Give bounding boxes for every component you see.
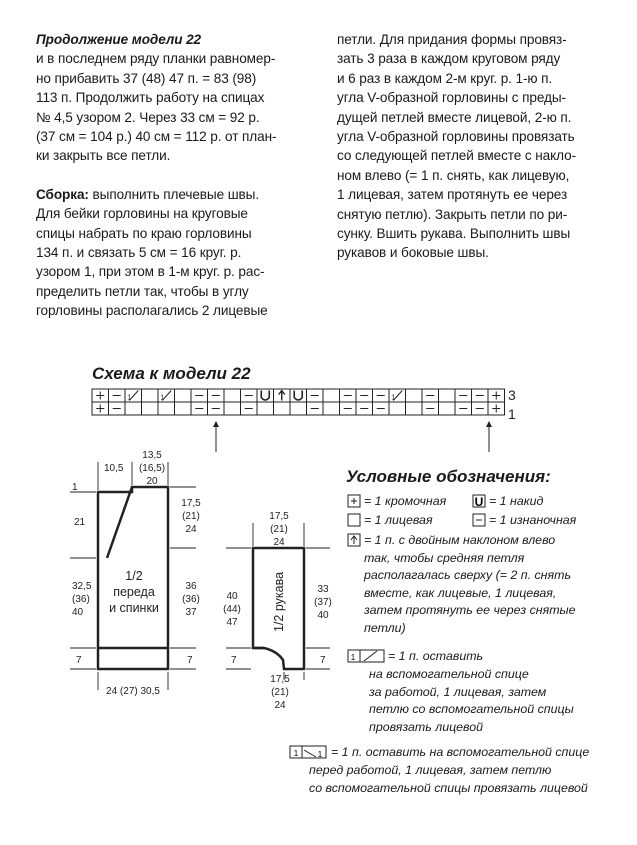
paragraph-line: пределить петли так, чтобы в углу bbox=[36, 283, 249, 299]
dim-right-7: 7 bbox=[187, 655, 193, 666]
legend-edge: = 1 кромочная bbox=[364, 494, 447, 508]
legend-cross-back-cont bbox=[369, 666, 574, 736]
dim-bottom: 24 (27) 30,5 bbox=[106, 686, 160, 697]
sleeve-dim-bottom-a: 17,5 bbox=[270, 674, 290, 685]
paragraph-line: (37 см = 104 р.) 40 см = 112 р. от план- bbox=[36, 129, 277, 145]
dim-left-7: 7 bbox=[76, 655, 82, 666]
knitting-chart bbox=[92, 389, 505, 415]
svg-text:1: 1 bbox=[127, 394, 132, 402]
paragraph-line: Для бейки горловины на круговые bbox=[36, 206, 248, 222]
paragraph-line: снятую петлю). Закрыть петли по ри- bbox=[337, 206, 568, 222]
sleeve-dim-left-a: 40 bbox=[226, 591, 238, 602]
sleeve-dim-right-7: 7 bbox=[320, 655, 326, 666]
cross-front-digit-2: 1 bbox=[317, 750, 323, 759]
paragraph-line: 1 лицевая, затем протянуть ее через bbox=[337, 187, 568, 203]
dim-left-1: 1 bbox=[72, 482, 78, 493]
dim-right-mid-c: 37 bbox=[185, 607, 197, 618]
paragraph-line: угла V-образной горловины с преды- bbox=[337, 90, 566, 106]
legend-purl: = 1 изнаночная bbox=[489, 513, 577, 527]
legend-cross-front bbox=[331, 744, 589, 762]
sleeve-dim-top-a: 17,5 bbox=[269, 511, 289, 522]
dim-left-a: 32,5 bbox=[72, 581, 92, 592]
dim-right-top-c: 24 bbox=[185, 524, 197, 535]
legend-line: = 1 п. оставить bbox=[388, 649, 484, 663]
legend-line: провязать лицевой bbox=[369, 719, 484, 734]
legend-double-decrease bbox=[364, 532, 576, 638]
sleeve-dim-left-c: 47 bbox=[226, 617, 238, 628]
cross-front-digit: 1 bbox=[293, 749, 299, 758]
dim-left-c: 40 bbox=[72, 607, 84, 618]
sleeve-dim-right-c: 40 bbox=[317, 610, 329, 621]
paragraph-line: № 4,5 узором 2. Через 33 см = 92 р. bbox=[36, 109, 260, 125]
svg-text:1: 1 bbox=[160, 394, 165, 402]
row-label-1: 1 bbox=[508, 406, 516, 422]
legend-line: на вспомогательной спице bbox=[369, 667, 529, 681]
sleeve-dim-top-c: 24 bbox=[273, 537, 285, 548]
chart-title: Схема к модели 22 bbox=[92, 364, 251, 383]
assembly-text: выполнить плечевые швы. bbox=[88, 186, 260, 202]
paragraph-line: 134 п. и связать 5 см = 16 круг. р. bbox=[36, 245, 242, 261]
dim-right-mid-a: 36 bbox=[185, 581, 197, 592]
legend-line: со вспомогательной спицы провязать лицевой bbox=[309, 780, 588, 795]
knit-symbol bbox=[348, 514, 360, 526]
sleeve-dim-top-b: (21) bbox=[270, 524, 288, 535]
dim-right-top-b: (21) bbox=[182, 511, 200, 522]
body-label-3: и спинки bbox=[109, 601, 159, 615]
legend-line: затем протянуть ее через снятые bbox=[364, 603, 576, 618]
sleeve-dim-bottom-b: (21) bbox=[271, 687, 289, 698]
paragraph-line: дущей петлей вместе лицевой, 2-ю п. bbox=[337, 109, 572, 125]
paragraph-line: но прибавить 37 (48) 47 п. = 83 (98) bbox=[36, 70, 257, 86]
legend-line: вместе, как лицевые, 1 лицевая, bbox=[364, 585, 557, 600]
dim-right-mid-b: (36) bbox=[182, 594, 200, 605]
legend-line: = 1 п. с двойным наклоном влево bbox=[364, 533, 556, 547]
paragraph-line: и 6 раз в каждом 2-м круг. р. 1-ю п. bbox=[337, 70, 553, 86]
assembly-label: Сборка: bbox=[36, 186, 89, 202]
legend-yarn-over: = 1 накид bbox=[489, 494, 544, 508]
row-label-3: 3 bbox=[508, 387, 516, 403]
sleeve-dim-left-7: 7 bbox=[231, 655, 237, 666]
dim-top-mid-3: 20 bbox=[146, 476, 158, 487]
dim-top-mid-1: 13,5 bbox=[142, 450, 162, 461]
dim-top-mid-2: (16,5) bbox=[138, 463, 166, 474]
legend-cross-back bbox=[388, 648, 483, 666]
legend-line: за работой, 1 лицевая, затем bbox=[369, 684, 547, 699]
sleeve-dim-left-b: (44) bbox=[223, 604, 241, 615]
paragraph-line: сунку. Вшить рукава. Выполнить швы bbox=[337, 226, 571, 242]
legend-cross-front-cont bbox=[309, 762, 588, 797]
legend-line: петли) bbox=[364, 620, 406, 635]
dim-left-21: 21 bbox=[74, 517, 86, 528]
svg-text:1: 1 bbox=[391, 394, 396, 402]
paragraph-line: спицы набрать по краю горловины bbox=[36, 225, 252, 241]
legend-line: располагалась сверху (= 2 п. снять bbox=[364, 568, 571, 583]
paragraph-line: петли. Для придания формы провяз- bbox=[337, 32, 567, 47]
dim-right-top-a: 17,5 bbox=[181, 498, 201, 509]
paragraph-line: горловины располагались 2 лицевые bbox=[36, 303, 268, 319]
paragraph-line: со следующей петлей вместе с накло- bbox=[337, 148, 577, 164]
paragraph-line: рукавов и боковые швы. bbox=[337, 245, 489, 261]
yarn-over-glyph: U bbox=[474, 495, 484, 509]
legend-knit: = 1 лицевая bbox=[364, 513, 433, 527]
body-label-1: 1/2 bbox=[125, 569, 143, 583]
sleeve-dim-bottom-c: 24 bbox=[274, 700, 286, 711]
sleeve-dim-right-a: 33 bbox=[317, 584, 329, 595]
paragraph-line: узором 1, при этом в 1-м круг. р. рас- bbox=[36, 264, 265, 280]
legend-line: петлю со вспомогательной спицы bbox=[369, 702, 574, 717]
paragraph-line: и в последнем ряду планки равномер- bbox=[36, 51, 276, 67]
paragraph-line: зать 3 раза в каждом круговом ряду bbox=[337, 51, 561, 67]
paragraph-line: ки закрыть все петли. bbox=[36, 148, 171, 164]
cross-back-digit: 1 bbox=[350, 653, 356, 662]
legend-line: перед работой, 1 лицевая, затем петлю bbox=[309, 763, 552, 777]
dim-left-b: (36) bbox=[72, 594, 90, 605]
paragraph-line: 113 п. Продолжить работу на спицах bbox=[36, 90, 265, 106]
legend-line: так, чтобы средняя петля bbox=[364, 550, 525, 565]
legend-title: Условные обозначения: bbox=[346, 467, 551, 486]
body-label-2: переда bbox=[113, 585, 155, 599]
sleeve-dim-right-b: (37) bbox=[314, 597, 332, 608]
legend-line: = 1 п. оставить на вспомогательной спице bbox=[331, 745, 590, 759]
section-title: Продолжение модели 22 bbox=[36, 32, 202, 47]
paragraph-line: угла V-образной горловины провязать bbox=[337, 129, 575, 145]
sleeve-label: 1/2 рукава bbox=[272, 571, 286, 633]
paragraph-line: ном влево (= 1 п. снять, как лицевую, bbox=[337, 167, 570, 183]
dim-top-left: 10,5 bbox=[104, 463, 124, 474]
